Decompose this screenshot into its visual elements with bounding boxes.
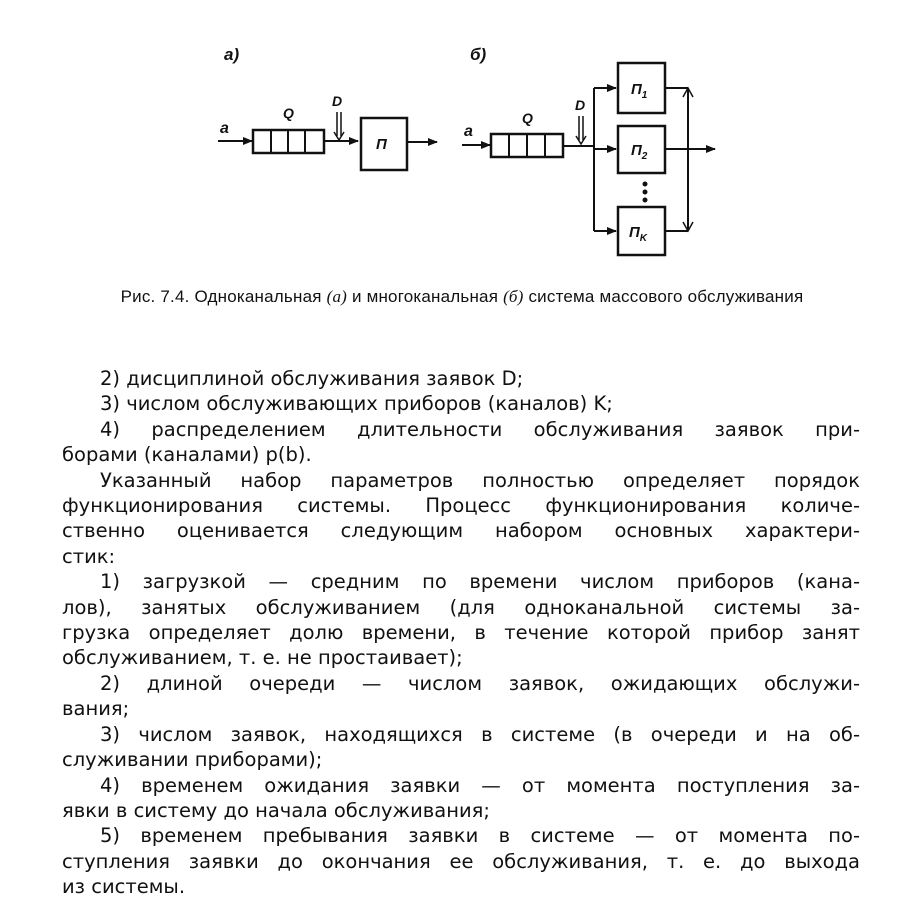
text-line: Указанный набор параметров полностью определяет порядок [100,468,860,492]
multi-channel-diagram [462,45,715,255]
single-channel-diagram [218,45,437,170]
channel-box-k [618,207,665,255]
caption-middle: и многоканальная [351,287,499,306]
text-line: 2) дисциплиной обслуживания заявок D; [100,367,524,390]
label-b-part: б) [470,45,487,64]
text-line: из системы. [62,875,186,899]
queueing-system-diagram [0,0,898,285]
text-line: 1) загрузкой — средним по времени числом приборов (кана- [100,570,860,594]
text-line: ственно оценивается следующим набором основных характери- [62,519,860,543]
text-line: 3) числом обслуживающих приборов (каналов) K; [100,392,613,416]
text-line: 4) распределением длительности обслуживания заявок при- [100,417,860,441]
text-line: грузка определяет долю времени, в течение которой прибор занят [62,621,860,645]
server-label-a: П [376,136,387,153]
channel-label-1: $П_1$ [631,81,648,101]
text-line: 2) длиной очереди — числом заявок, ожидающих обслужи- [100,671,860,695]
channel-label-2: $П_2$ [631,142,648,162]
discipline-label-a: D [332,93,343,109]
text-line: 4) временем ожидания заявки — от момента поступления за- [100,773,860,797]
discipline-label-b: D [575,97,586,113]
text-line: вания; [62,697,130,721]
text-line: явки в систему до начала обслуживания; [62,798,490,822]
queue-buffer-b [491,134,563,157]
label-a-part: а) [224,45,240,64]
ellipsis-dots [643,182,648,203]
input-label-b: a [464,123,473,140]
caption-b: (б) [503,287,524,306]
text-line: 3) числом заявок, находящихся в системе (в очереди и на об- [100,722,860,746]
discipline-arrow-b [576,116,586,144]
channel-label-k: $П_K$ [629,224,648,244]
queue-buffer-a [253,130,324,153]
caption-prefix: Рис. 7.4. Одноканальная [120,287,322,306]
caption-suffix: система массового обслуживания [528,287,804,306]
text-line: лов), занятых обслуживанием (для одноканальной системы за- [62,595,860,619]
discipline-arrow-a [334,112,344,140]
text-line: борами (каналами) p(b). [62,443,312,467]
text-line: служивании приборами); [62,748,323,772]
text-line: функционирования системы. Процесс функционирования количе- [62,494,860,518]
figure-caption [62,287,862,306]
queue-label-a: Q [283,105,294,121]
text-line: 5) временем пребывания заявки в системе — от момента по- [100,824,860,848]
main-text [62,366,860,900]
caption-a: (а) [326,287,348,306]
text-line: обслуживанием, т. е. не простаивает); [62,646,463,670]
text-line: ступления заявки до окончания ее обслуживания, т. е. до выхода [62,849,860,873]
queue-label-b: Q [522,110,533,126]
text-line: стик: [62,544,116,568]
input-label-a: a [220,120,229,137]
